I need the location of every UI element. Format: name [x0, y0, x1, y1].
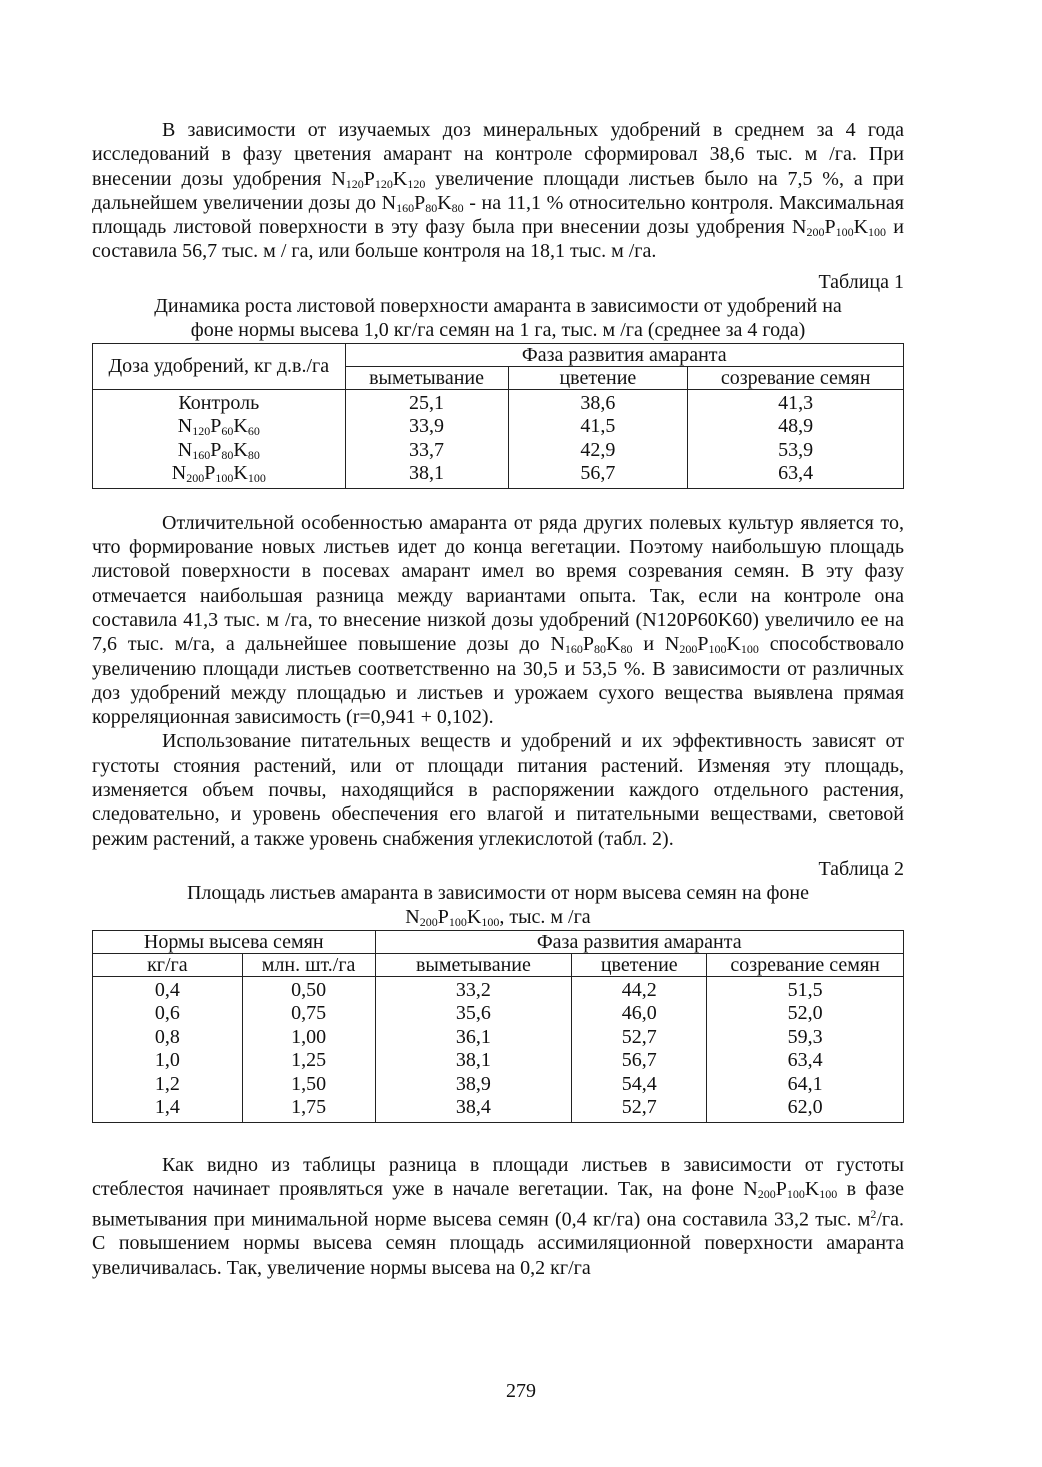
formula-subscript: 200	[757, 1187, 776, 1202]
formula-element: K	[466, 905, 482, 928]
value-cell: 1,50	[242, 1073, 375, 1097]
value-cell: 46,0	[572, 1002, 707, 1026]
formula-element: K	[392, 167, 408, 190]
value-cell: 56,7	[572, 1049, 707, 1073]
formula-subscript: 200	[186, 471, 205, 486]
value-cell: 1,0	[93, 1049, 243, 1073]
page-number: 279	[506, 1380, 536, 1402]
value-cell: 36,1	[375, 1026, 572, 1050]
page-body	[92, 118, 904, 1280]
formula-subscript: 100	[786, 1187, 805, 1202]
formula-element: K	[437, 191, 452, 214]
formula-subscript: 120	[374, 176, 393, 191]
value-cell: 56,7	[508, 462, 688, 488]
value-cell: 52,7	[572, 1026, 707, 1050]
value-cell: 38,6	[508, 389, 688, 415]
value-cell: 59,3	[707, 1026, 904, 1050]
formula-element: P	[414, 191, 426, 214]
table-row	[93, 439, 904, 463]
value-cell: 0,75	[242, 1002, 375, 1026]
paragraph-3: Использование питательных веществ и удобрений и их эффективность зависят от густоты стояния растений, или от площади питания растений. Изменяя эту площадь, изменяется объем почвы, находящийся в распоряжении каждого отдельного растения, следовательно, и уровень обеспечения его влагой и питательными веществами, световой режим растений, а также уровень снабжения углекислотой (табл. 2).	[92, 730, 904, 850]
table1-title-line1: Динамика роста листовой поверхности амаранта в зависимости от удобрений на	[154, 294, 842, 317]
formula-element: N	[381, 191, 397, 214]
dose-cell	[93, 415, 346, 439]
formula-subscript: 100	[247, 471, 266, 486]
table1-label: Таблица 1	[818, 270, 904, 293]
formula-element: K	[853, 216, 869, 239]
formula-element: P	[210, 415, 222, 438]
table1-phase-header: цветение	[508, 366, 688, 389]
formula-element: K	[233, 462, 248, 485]
formula-subscript: 100	[868, 225, 887, 240]
formula-subscript: 80	[594, 642, 607, 657]
formula-subscript: 60	[247, 424, 260, 439]
value-cell: 1,4	[93, 1096, 243, 1122]
table1-header-dose: Доза удобрений, кг д.в./га	[93, 343, 346, 389]
table2-subheader: выметывание	[375, 953, 572, 976]
table2-label: Таблица 2	[818, 857, 904, 880]
formula-subscript: 100	[708, 642, 727, 657]
fertilizer-formula	[792, 216, 886, 238]
value-cell: 38,1	[375, 1049, 572, 1073]
value-cell: 52,0	[707, 1002, 904, 1026]
formula-element: P	[775, 1178, 787, 1201]
value-cell: 1,00	[242, 1026, 375, 1050]
formula-element: P	[210, 438, 222, 461]
formula-element: P	[697, 633, 709, 656]
paragraph-1: В зависимости от изучаемых доз минеральных удобрений в среднем за 4 года исследований в фазу цветения амарант на контроле сформировал 38,6 тыс. м /га. При внесении дозы удобрения $N_{120}P_{120}K_{120}$ увеличение площади листьев было на 7,5 %, а при дальнейшем увеличении дозы до $N_{160}P_{80}K_{80}$ - на 11,1 % относительно контроля. Максимальная площадь листовой поверхности в эту фазу была при внесении дозы удобрения $N_{200}P_{100}K_{100}$ и составила 56,7 тыс. м / га, или больше контроля на 18,1 тыс. м /га.	[92, 119, 904, 263]
table2-subheader: кг/га	[93, 953, 243, 976]
formula-subscript: 80	[425, 200, 438, 215]
formula-element: N	[664, 633, 680, 656]
formula-element: K	[726, 633, 741, 656]
table1-body	[93, 389, 904, 488]
formula-subscript: 120	[345, 176, 364, 191]
formula-subscript: 120	[407, 176, 426, 191]
formula-subscript: 100	[740, 642, 759, 657]
fertilizer-formula	[178, 415, 260, 437]
fertilizer-formula	[178, 439, 260, 461]
formula-element: N	[331, 167, 346, 190]
value-cell: 41,3	[688, 389, 904, 415]
value-cell: 41,5	[508, 415, 688, 439]
value-cell: 33,2	[375, 976, 572, 1002]
value-cell: 0,6	[93, 1002, 243, 1026]
formula-element: N	[405, 905, 420, 928]
table2-title-line2	[92, 905, 904, 929]
formula-element: P	[582, 633, 595, 656]
formula-subscript: 160	[396, 200, 415, 215]
formula-element: N	[177, 438, 193, 461]
formula-element: P	[363, 167, 375, 190]
formula-element: K	[233, 415, 248, 438]
value-cell: 0,8	[93, 1026, 243, 1050]
formula-element: K	[233, 438, 248, 461]
formula-subscript: 80	[247, 447, 260, 462]
table1-phase-header: выметывание	[345, 366, 508, 389]
table-row	[93, 1026, 904, 1050]
fertilizer-formula	[331, 168, 425, 190]
formula-element: P	[437, 905, 449, 928]
table2-subheader: созревание семян	[707, 953, 904, 976]
formula-element: N	[792, 216, 807, 239]
table2-body	[93, 976, 904, 1122]
table-row	[93, 1073, 904, 1097]
fertilizer-formula	[550, 633, 632, 655]
formula-subscript: 80	[221, 447, 234, 462]
formula-subscript: 100	[819, 1187, 838, 1202]
table2-header-phase: Фаза развития амаранта	[375, 930, 904, 953]
table-row	[93, 976, 904, 1002]
table2-title-formula	[405, 906, 499, 928]
formula-subscript: 160	[192, 447, 211, 462]
value-cell: 44,2	[572, 976, 707, 1002]
table2-title-suffix: , тыс. м /га	[499, 905, 591, 928]
formula-element: N	[171, 462, 187, 485]
table1-phase-header: созревание семян	[688, 366, 904, 389]
formula-subscript: 200	[419, 914, 438, 929]
table-2	[92, 930, 904, 1123]
value-cell: 38,4	[375, 1096, 572, 1122]
fertilizer-formula	[382, 192, 464, 214]
value-cell: 38,9	[375, 1073, 572, 1097]
dose-cell	[93, 462, 346, 488]
formula-element: K	[606, 633, 621, 656]
dose-cell: Контроль	[93, 389, 346, 415]
value-cell: 63,4	[707, 1049, 904, 1073]
formula-subscript: 60	[221, 424, 234, 439]
value-cell: 42,9	[508, 439, 688, 463]
formula-subscript: 200	[679, 642, 698, 657]
fertilizer-formula	[172, 462, 266, 484]
formula-subscript: 120	[192, 424, 211, 439]
table2-header-rates: Нормы высева семян	[93, 930, 376, 953]
table-row	[93, 389, 904, 415]
value-cell: 1,25	[242, 1049, 375, 1073]
fertilizer-formula	[665, 633, 759, 655]
table-row	[93, 1096, 904, 1122]
formula-subscript: 100	[215, 471, 234, 486]
value-cell: 53,9	[688, 439, 904, 463]
value-cell: 62,0	[707, 1096, 904, 1122]
paragraph-2: Отличительной особенностью амаранта от ряда других полевых культур является то, что формирование новых листьев идет до конца вегетации. Поэтому наибольшую площадь листовой поверхности в посевах амарант имел во время созревания семян. В эту фазу отмечается наибольшая разница между вариантами опыта. Так, если на контроле она составила 41,3 тыс. м /га, то внесение низкой дозы удобрений (N120P60K60) увеличило ее на 7,6 тыс. м/га, а дальнейшее повышение дозы до $N_{160}P_{80}K_{80}$ и $N_{200}P_{100}K_{100}$ способствовало увеличению площади листьев соответственно на 30,5 и 53,5 %. В зависимости от различных доз удобрений между площадью и листьев и урожаем сухого вещества выявлена прямая корреляционная зависимость (r=0,941 + 0,102).	[92, 511, 905, 729]
table-row	[93, 462, 904, 488]
value-cell: 38,1	[345, 462, 508, 488]
formula-subscript: 80	[451, 200, 464, 215]
table1-title-line2: фоне нормы высева 1,0 кг/га семян на 1 га, тыс. м /га (среднее за 4 года)	[190, 318, 806, 341]
formula-element: P	[824, 216, 836, 239]
table2-subheader: млн. шт./га	[242, 953, 375, 976]
value-cell: 54,4	[572, 1073, 707, 1097]
value-cell: 25,1	[345, 389, 508, 415]
dose-cell	[93, 439, 346, 463]
formula-subscript: 100	[448, 914, 467, 929]
formula-element: K	[804, 1178, 820, 1201]
value-cell: 1,75	[242, 1096, 375, 1122]
table-1	[92, 343, 904, 489]
value-cell: 0,4	[93, 976, 243, 1002]
formula-element: P	[204, 462, 216, 485]
paragraph-4: Как видно из таблицы разница в площади листьев в зависимости от густоты стеблестоя начинает проявляться уже в начале вегетации. Так, на фоне $N_{200}P_{100}K_{100}$ в фазе выметывания при минимальной норме высева семян (0,4 кг/га) она составила 33,2 тыс. $м^2/га$. С повышением нормы высева семян площадь ассимиляционной поверхности амаранта увеличивалась. Так, увеличение нормы высева на 0,2 кг/га	[92, 1153, 904, 1279]
table1-header-phase: Фаза развития амаранта	[345, 343, 903, 366]
table-row	[93, 1002, 904, 1026]
superscript: 2	[870, 1206, 877, 1221]
formula-element: N	[743, 1178, 758, 1201]
table2-title-line1: Площадь листьев амаранта в зависимости от норм высева семян на фоне	[186, 881, 810, 904]
formula-subscript: 200	[806, 225, 825, 240]
fertilizer-formula	[743, 1178, 837, 1200]
value-cell: 35,6	[375, 1002, 572, 1026]
value-cell: 48,9	[688, 415, 904, 439]
value-cell: 33,7	[345, 439, 508, 463]
value-cell: 51,5	[707, 976, 904, 1002]
formula-subscript: 80	[620, 642, 633, 657]
table-row	[93, 1049, 904, 1073]
value-cell: 64,1	[707, 1073, 904, 1097]
formula-element: N	[550, 633, 565, 656]
formula-subscript: 160	[564, 642, 583, 657]
value-cell: 1,2	[93, 1073, 243, 1097]
formula-element: N	[177, 415, 193, 438]
value-cell: 52,7	[572, 1096, 707, 1122]
formula-subscript: 100	[481, 914, 500, 929]
value-cell: 63,4	[688, 462, 904, 488]
table2-subheader: цветение	[572, 953, 707, 976]
value-cell: 0,50	[242, 976, 375, 1002]
formula-subscript: 100	[835, 225, 854, 240]
value-cell: 33,9	[345, 415, 508, 439]
table-row	[93, 415, 904, 439]
